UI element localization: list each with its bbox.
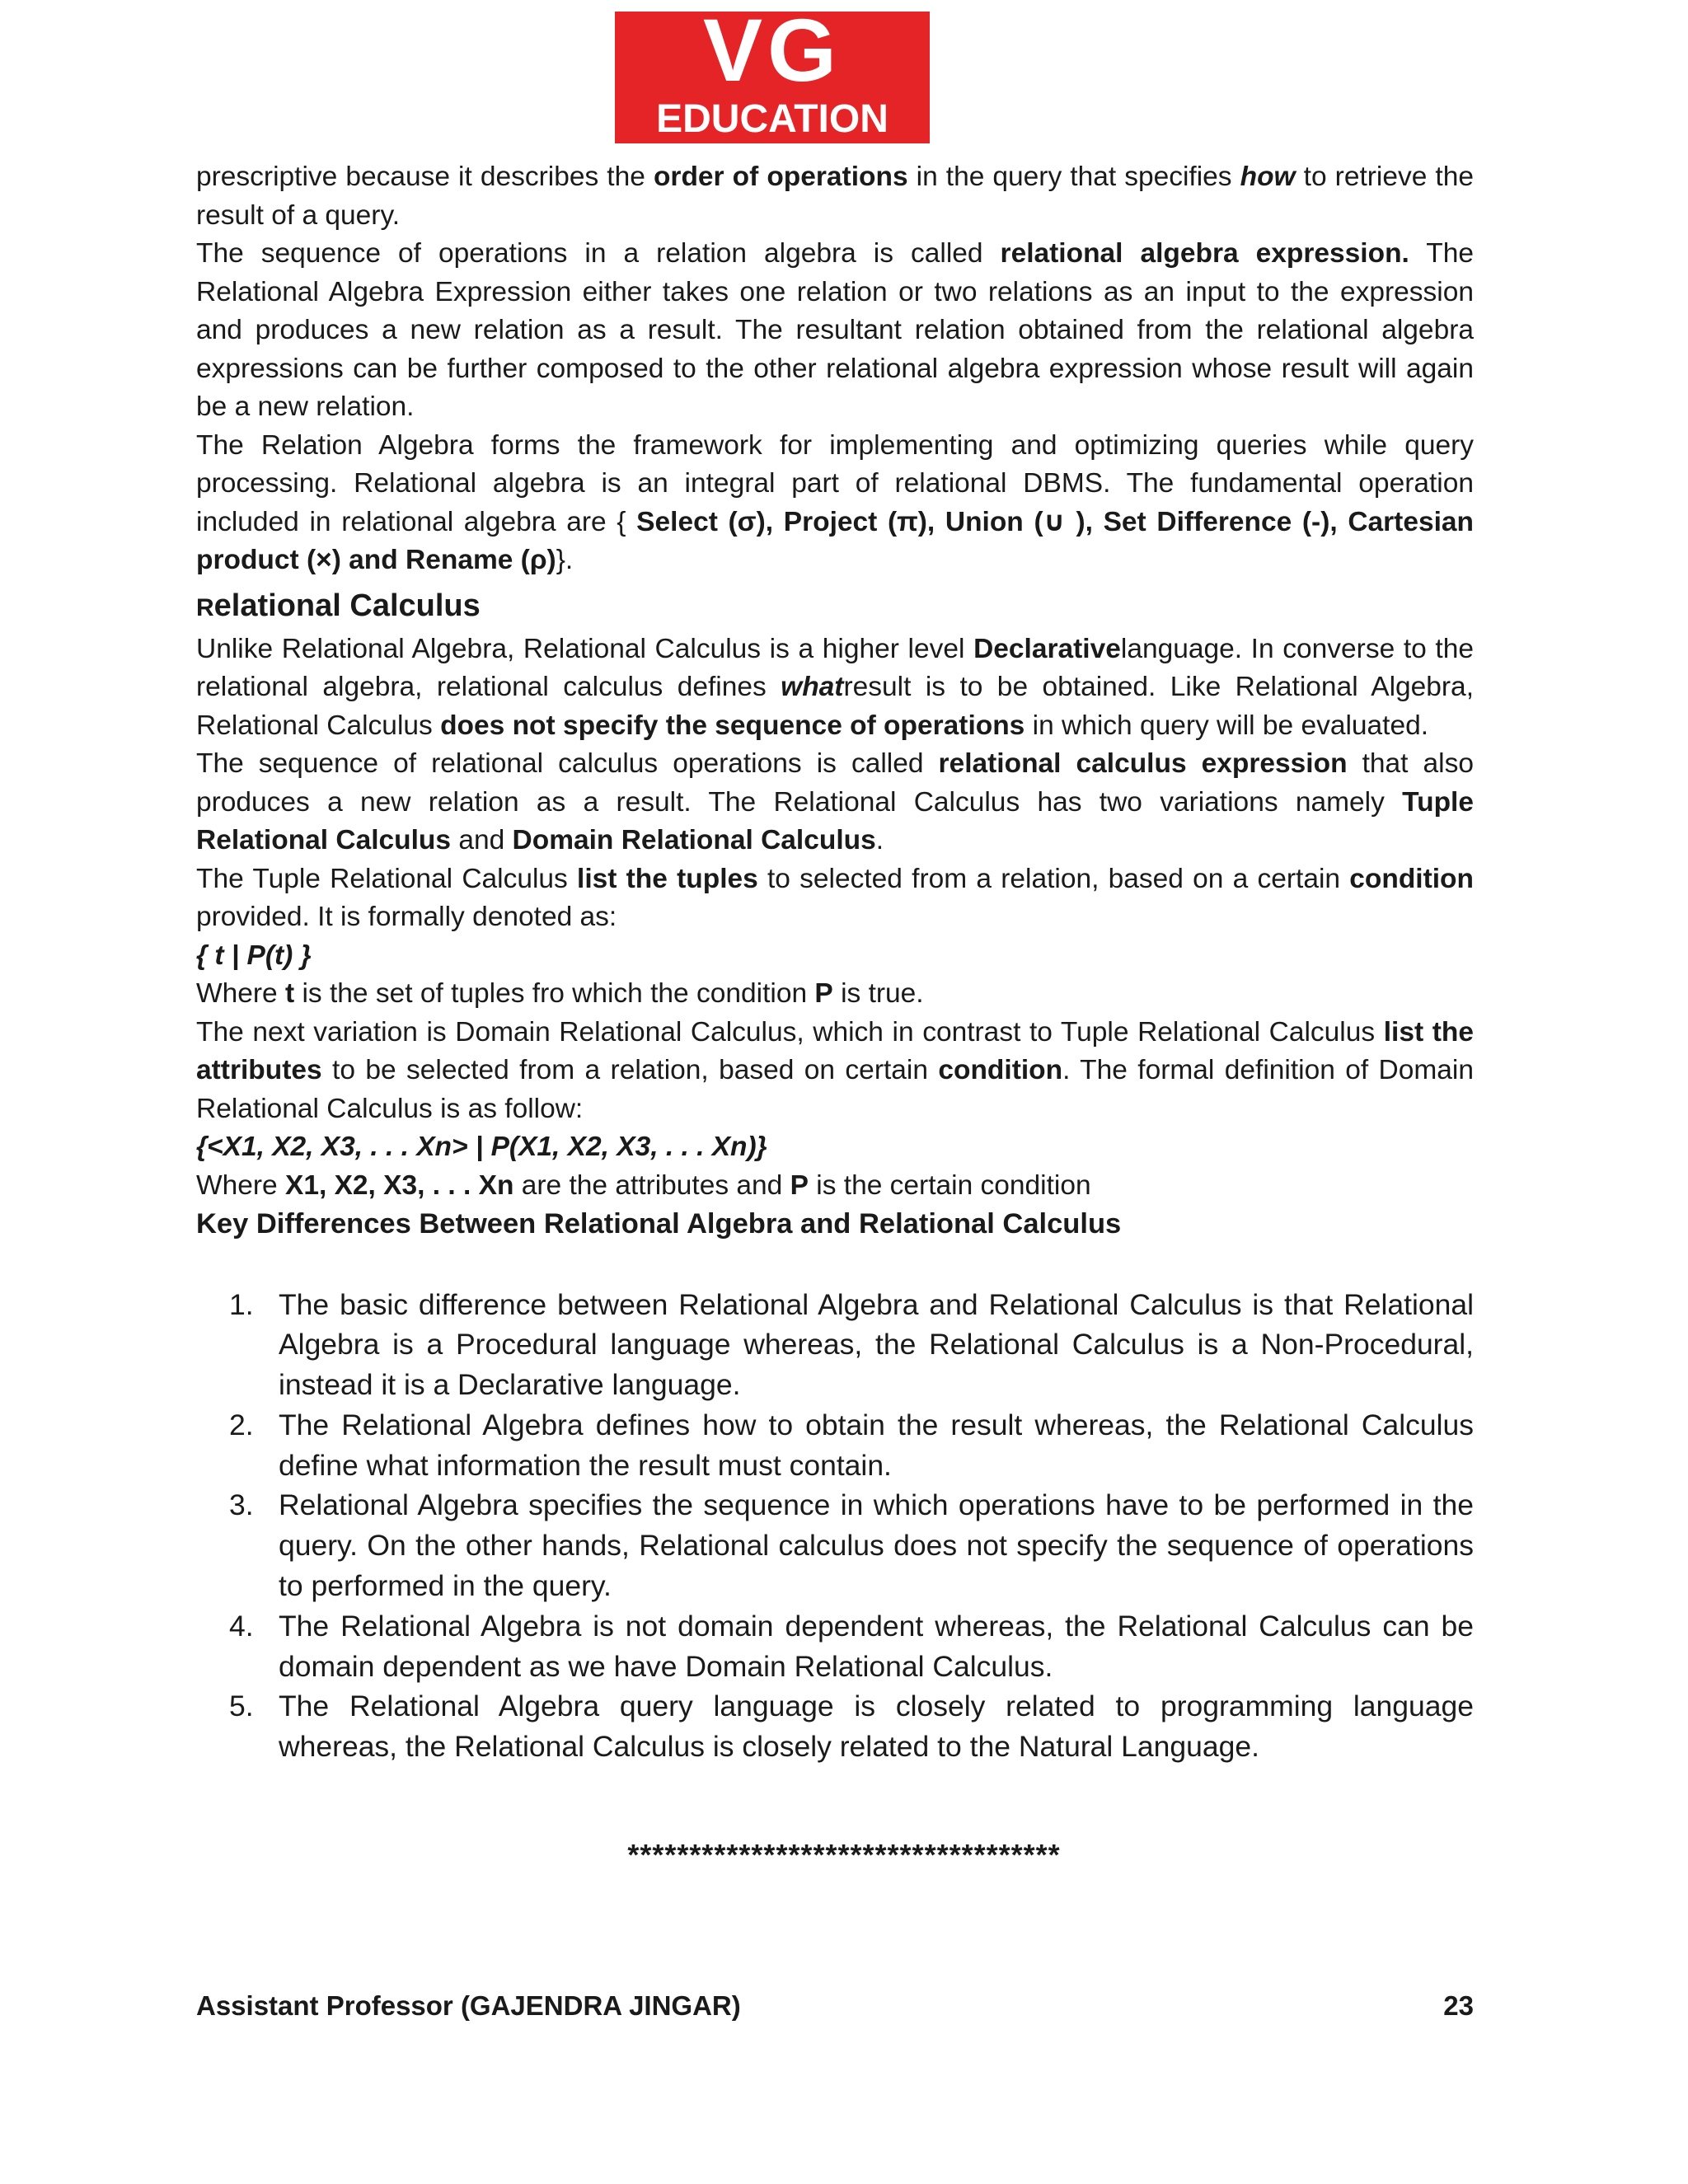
list-item [196, 1285, 1474, 1405]
list-item-number: 4. [229, 1609, 254, 1643]
list-item-text: Relational Algebra specifies the sequence in which operations have to be performed in the query. On the other hands, Relational calculus does not specify the sequence of operations to performed in the query. [279, 1488, 1474, 1603]
heading-key-differences: Key Differences Between Relational Algebra and Relational Calculus [196, 1208, 1122, 1240]
paragraph-tuple-calculus: The Tuple Relational Calculus list the tuples to selected from a relation, based on a certain condition provided. It is formally denoted as: [196, 863, 1474, 932]
paragraph-tuple-where: Where t is the set of tuples fro which the condition P is true. [196, 978, 924, 1009]
section-divider: *********************************** [627, 1838, 1061, 1872]
page-number: 23 [1443, 1990, 1474, 2021]
list-item [196, 1686, 1474, 1767]
list-item-number: 3. [229, 1488, 254, 1522]
paragraph-calculus-declarative: Unlike Relational Algebra, Relational Calculus is a higher level Declarativelanguage. In converse to the relational algebra, relational calculus defines whatresult is to be obtained. Like Relational Algebra, Relational Calculus does not specify the sequence of operations in which query will be evaluated. [196, 633, 1474, 741]
list-item-text: The Relational Algebra is not domain dependent whereas, the Relational Calculus can be domain dependent as we have Domain Relational Calculus. [279, 1609, 1474, 1683]
list-item [196, 1606, 1474, 1687]
list-item-text: The Relational Algebra query language is closely related to programming language whereas, the Relational Calculus is closely related to the Natural Language. [279, 1690, 1474, 1764]
list-item-number: 2. [229, 1408, 254, 1441]
paragraph-domain-where: Where X1, X2, X3, . . . Xn are the attributes and P is the certain condition [196, 1169, 1091, 1201]
paragraph-algebra-prescriptive: prescriptive because it describes the order of operations in the query that specifies how to retrieve the result of a query. [196, 162, 1474, 231]
vg-education-logo [615, 12, 930, 143]
list-item-number: 5. [229, 1690, 254, 1723]
list-item [196, 1485, 1474, 1605]
list-item-text: The basic difference between Relational Algebra and Relational Calculus is that Relational Algebra is a Procedural language whereas, the Relational Calculus is a Non-Procedural, instead it is a Declarative language. [279, 1287, 1474, 1402]
footer-author: Assistant Professor (GAJENDRA JINGAR) [196, 1990, 741, 2021]
paragraph-algebra-expression: The sequence of operations in a relation algebra is called relational algebra expression. The Relational Algebra Expression either takes one relation or two relations as an input to the expression and produces a new relation as a result. The resultant relation obtained from the relational algebra expressions can be further composed to the other relational algebra expression whose result will again be a new relation. [196, 238, 1474, 422]
logo-letters: VG [702, 12, 842, 100]
list-item-text: The Relational Algebra defines how to obtain the result whereas, the Relational Calculus define what information the result must contain. [279, 1408, 1474, 1482]
formula-tuple: { t | P(t) } [196, 940, 312, 971]
formula-domain: {<X1, X2, X3, . . . Xn> | P(X1, X2, X3, . . . Xn)} [196, 1132, 767, 1162]
paragraph-domain-calculus: The next variation is Domain Relational Calculus, which in contrast to Tuple Relational Calculus list the attributes to be selected from a relation, based on certain condition. The formal definition of Domain Relational Calculus is as follow: [196, 1016, 1474, 1124]
logo-word: EDUCATION [656, 97, 889, 141]
paragraph-algebra-framework: The Relation Algebra forms the framework for implementing and optimizing queries while query processing. Relational algebra is an integral part of relational DBMS. The fundamental operation included in relational algebra are { Select (σ), Project (π), Union (∪ ), Set Difference (-), Cartesian product (×) and Rename (ρ)}. [196, 429, 1475, 575]
differences-list [196, 1285, 1474, 1768]
heading-relational-calculus: Relational Calculus [196, 588, 481, 623]
paragraph-calculus-expression: The sequence of relational calculus operations is called relational calculus expression that also produces a new relation as a result. The Relational Calculus has two variations namely Tuple Relational Calculus and Domain Relational Calculus. [196, 748, 1474, 855]
logo-graphic [615, 12, 930, 143]
list-item [196, 1405, 1474, 1486]
page-content [196, 158, 1474, 1767]
list-item-number: 1. [229, 1287, 254, 1321]
